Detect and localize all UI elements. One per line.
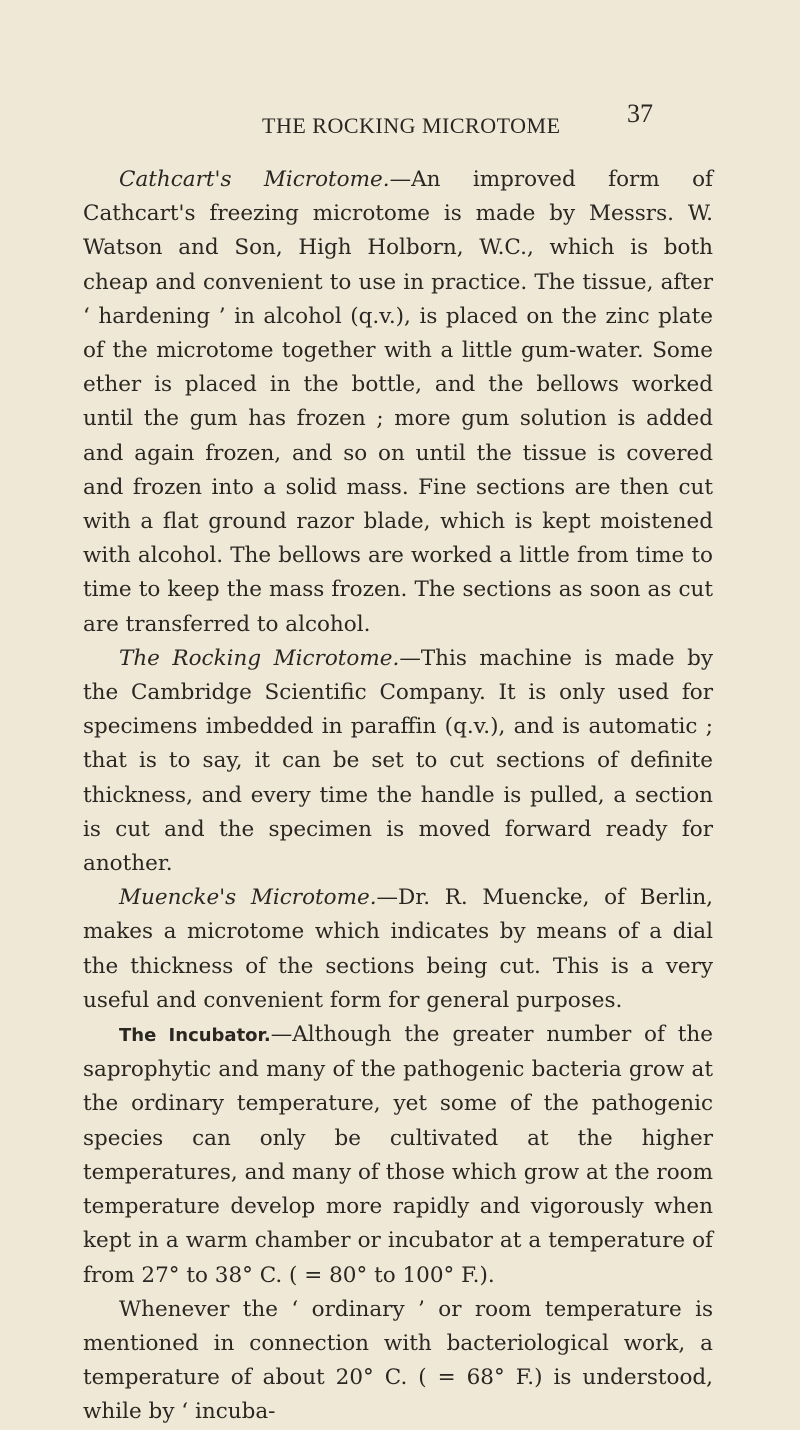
paragraph-ordinary-temperature [83,1293,713,1430]
paragraph-cathcart [83,163,713,642]
running-head-title: THE ROCKING MICROTOME [262,113,561,138]
paragraph-text: Whenever the ‘ ordinary ’ or room temperature is mentioned in connection with bacteriological work, a temperature of about 20° C. ( = 68° F.) is understood, while by ‘ incuba- [83,1296,713,1425]
paragraph-heading: The Rocking Microtome. [119,645,400,671]
paragraph-text: —An improved form of Cathcart's freezing microtome is made by Messrs. W. Watson and Son, High Holborn, W.C., which is both cheap and convenient to use in practice. The tissue, after ‘ hardening ’ in alcohol (q.v.), is placed on the zinc plate of the microtome together with a little gum-water. Some ether is placed in the bottle, and the bellows worked until the gum has frozen ; more gum solution is added and again frozen, and so on until the tissue is covered and frozen into a solid mass. Fine sections are then cut with a flat ground razor blade, which is kept moistened with alcohol. The bellows are worked a little from time to time to keep the mass frozen. The sections as soon as cut are transferred to alcohol. [83,167,713,637]
paragraph-text: —Although the greater number of the saprophytic and many of the pathogenic bacteria grow at the ordinary temperature, yet some of the pathogenic species can only be cultivated at the higher temperatures, and many of those which grow at the room temperature develop more rapidly and vigorously when kept in a warm chamber or incubator at a temperature of from 27° to 38° C. ( = 80° to 100° F.). [83,1022,713,1288]
page-number: 37 [627,99,653,128]
paragraph-text: —This machine is made by the Cambridge Scientific Company. It is only used for specimens imbedded in paraffin (q.v.), and is automatic ; that is to say, it can be set to cut sections of definite thickness, and every time the handle is pulled, a section is cut and the specimen is moved forward ready for another. [83,645,713,877]
body-text [83,163,713,1430]
paragraph-heading: Cathcart's Microtome. [119,167,390,192]
paragraph-incubator [83,1018,713,1293]
paragraph-heading: Muencke's Microtome. [119,885,377,911]
paragraph-text: —Dr. R. Muencke, of Berlin, makes a microtome which indicates by means of a dial the thickness of the sections being cut. This is a very useful and convenient form for general purposes. [83,885,714,1013]
running-head [0,99,800,143]
paragraph-rocking [83,642,713,881]
paragraph-muencke [83,881,713,1018]
section-heading: The Incubator. [119,1025,271,1047]
